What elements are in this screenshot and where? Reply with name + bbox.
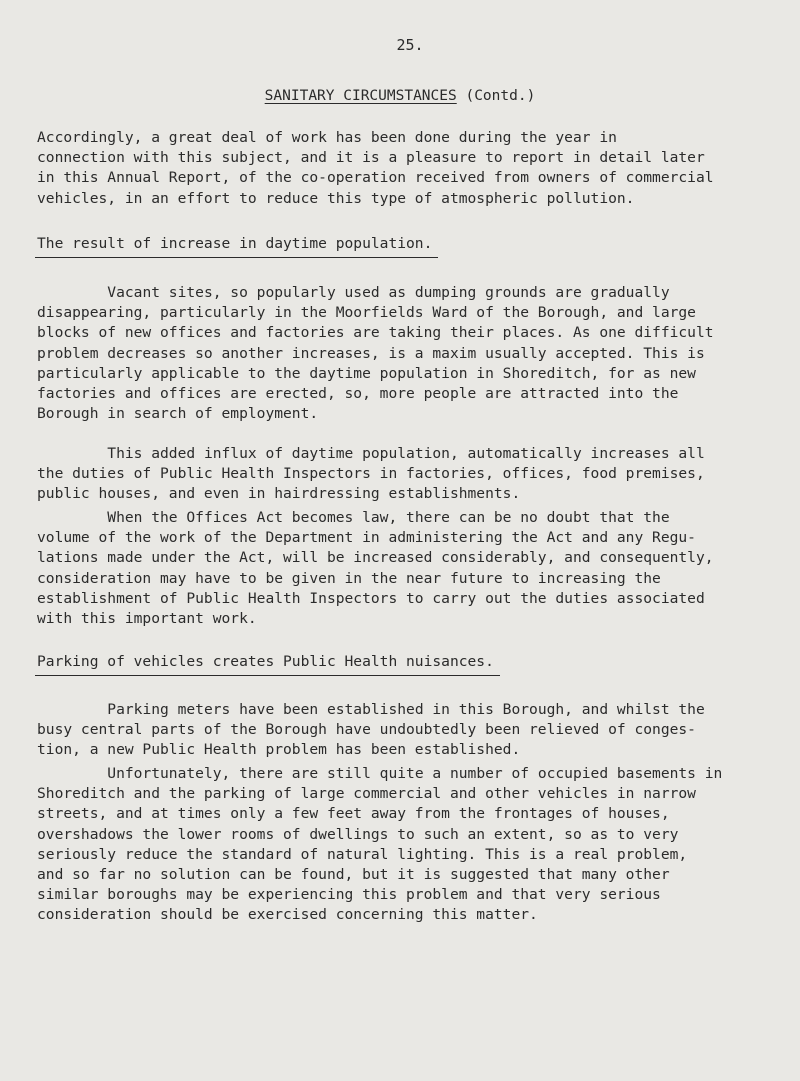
heading-daytime-population-text: The result of increase in daytime population. — [37, 235, 433, 252]
section-title-main: SANITARY CIRCUMSTANCES — [264, 88, 457, 104]
heading-daytime-population — [37, 234, 432, 254]
page-number: 25. — [396, 36, 424, 54]
section-title-suffix: (Contd.) — [456, 88, 536, 104]
section-title — [0, 88, 800, 104]
paragraph-basements: Unfortunately, there are still quite a number of occupied basements in Shoreditch and the parking of large commercial and other vehicles in narrow streets, and at times only a few feet away from the frontages of houses, overshadows the lower rooms of dwellings to such an extent, so as to very seriously reduce the standard of natural lighting. This is a real problem, and so far no solution can be found, but it is suggested that many other similar boroughs may be experiencing this problem and that very serious consideration should be exercised concerning this matter. — [37, 765, 723, 924]
paragraph-intro: Accordingly, a great deal of work has been done during the year in connection with this subject, and it is a pleasure to report in detail later in this Annual Report, of the co-operation received from owners of commercial vehicles, in an effort to reduce this type of atmospheric pollution. — [37, 129, 714, 207]
paragraph-offices-act: When the Offices Act becomes law, there can be no doubt that the volume of the work of the Department in administering the Act and any Regu- lations made under the Act, will be increased considerably, and consequently, consideration may have to be given in the near future to increasing the establishment of Public Health Inspectors to carry out the duties associated with this important work. — [37, 509, 714, 628]
paragraph-vacant-sites: Vacant sites, so popularly used as dumping grounds are gradually disappearing, particularly in the Moorfields Ward of the Borough, and large blocks of new offices and factories are taking their places. As one difficult problem decreases so another increases, is a maxim usually accepted. This is particularly applicable to the daytime population in Shoreditch, for as new factories and offices are erected, so, more people are attracted into the Borough in search of employment. — [37, 284, 714, 423]
heading-underline — [35, 675, 500, 676]
paragraph-parking-meters: Parking meters have been established in this Borough, and whilst the busy central parts of the Borough have undoubtedly been relieved of conges- tion, a new Public Health problem has been established. — [37, 701, 705, 759]
paragraph-daytime-influx: This added influx of daytime population, automatically increases all the duties of Public Health Inspectors in factories, offices, food premises, public houses, and even in hairdressing establishments. — [37, 445, 705, 503]
heading-parking-nuisances-text: Parking of vehicles creates Public Health nuisances. — [37, 653, 494, 670]
heading-underline — [35, 257, 438, 258]
heading-parking-nuisances — [37, 652, 494, 672]
